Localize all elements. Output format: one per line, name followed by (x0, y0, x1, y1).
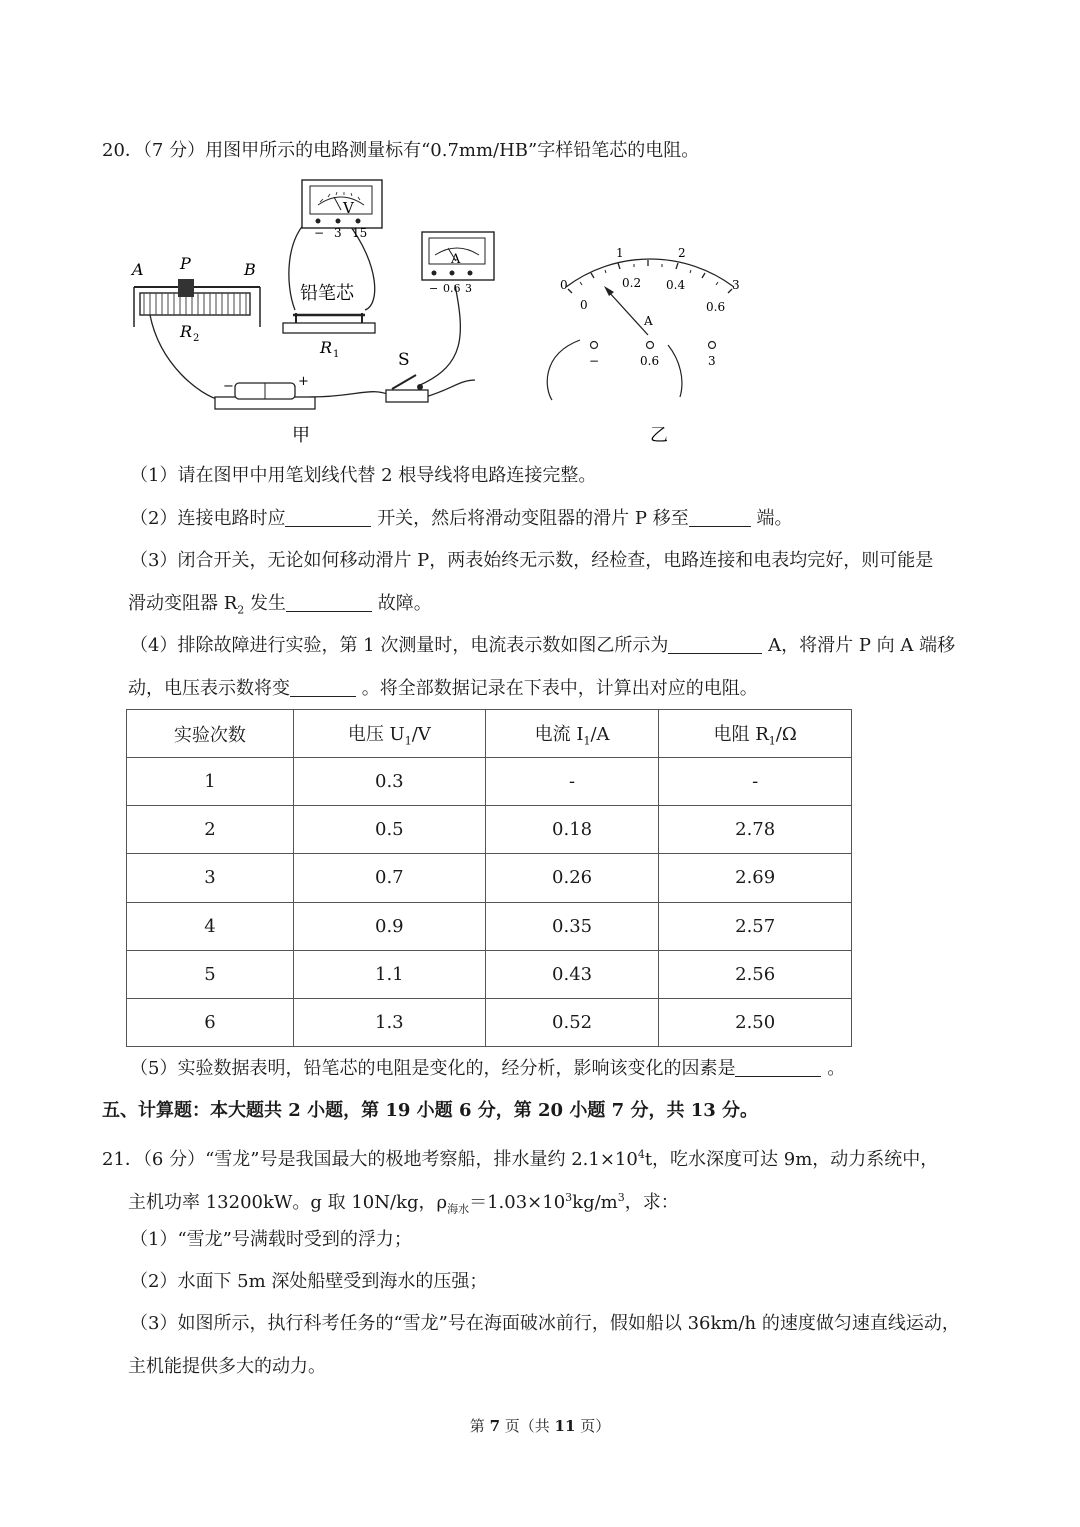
resistor-label: R (320, 338, 333, 357)
answer-blank-2a[interactable] (285, 508, 371, 527)
voltmeter-terminal-3: 3 (334, 226, 342, 240)
q21-rho-sub: 海水 (447, 1202, 470, 1216)
table-row (127, 950, 852, 998)
header-resistance-unit: /Ω (775, 723, 797, 745)
cell-resistance: 2.69 (659, 854, 852, 902)
q21-text-a: 21．（6 分）“雪龙”号是我国最大的极地考察船，排水量约 2.1×10 (102, 1149, 638, 1170)
dial-outer-2: 2 (678, 246, 686, 260)
section-five-num: 6 (458, 1100, 472, 1121)
rheostat-slider-p: P (180, 254, 191, 273)
section-five-text: 分，共 (624, 1100, 691, 1121)
ammeter-terminal-neg: − (429, 282, 439, 295)
q20-part3-text-b: 滑动变阻器 R (128, 593, 238, 614)
dial-outer-0: 0 (560, 278, 568, 292)
header-resistance-text: 电阻 R (713, 723, 769, 745)
q21-exp2: 3 (565, 1191, 573, 1204)
voltmeter (302, 180, 382, 240)
cell-trial: 3 (127, 854, 294, 902)
q20-part4-text-c: 动，电压表示数将变 (128, 678, 290, 699)
dial-terminal-3: 3 (708, 354, 716, 368)
header-current (485, 710, 659, 758)
q20-part5-text-b: 。 (827, 1058, 846, 1079)
q21-text-d: ＝1.03×10 (469, 1192, 566, 1213)
voltmeter-terminal-neg: − (314, 226, 325, 240)
q21-part3-line1: （3）如图所示，执行科考任务的“雪龙”号在海面破冰前行，假如船以 36km/h 的速度做匀速直线运动， (130, 1313, 960, 1334)
battery (215, 374, 315, 409)
section-five-text: 小题，第 (300, 1100, 386, 1121)
switch-label: S (398, 350, 410, 370)
circuit-figure (120, 175, 760, 450)
rheostat-label-sub: 2 (193, 333, 200, 344)
rheostat-end-a: A (132, 260, 144, 279)
cell-trial: 2 (127, 806, 294, 854)
q20-part4-line1 (130, 634, 955, 658)
cell-voltage: 0.9 (293, 902, 485, 950)
resistor-label-sub: 1 (333, 349, 340, 360)
footer-text: 页（共 (500, 1417, 555, 1435)
header-voltage-sub: 1 (404, 734, 412, 748)
section-five-num: 7 (611, 1100, 625, 1121)
voltmeter-terminal-15: 15 (352, 226, 368, 240)
ammeter-dial (547, 246, 739, 400)
q20-part5 (130, 1057, 845, 1081)
section-five-num: 13 (690, 1100, 716, 1121)
section-five-text: 分，第 (471, 1100, 539, 1121)
header-trial: 实验次数 (127, 710, 294, 758)
q21-part3-line2: 主机能提供多大的动力。 (128, 1356, 326, 1377)
header-current-sub: 1 (583, 734, 591, 748)
footer-page: 7 (489, 1417, 500, 1435)
section-five-text: 分。 (715, 1100, 759, 1121)
cell-resistance: 2.78 (659, 806, 852, 854)
cell-voltage: 0.7 (293, 854, 485, 902)
header-resistance-sub: 1 (768, 734, 776, 748)
q20-part1: （1）请在图甲中用笔划线代替 2 根导线将电路连接完整。 (130, 465, 597, 486)
q20-part4-text-a: （4）排除故障进行实验，第 1 次测量时，电流表示数如图乙所示为 (130, 635, 669, 656)
cell-voltage: 0.5 (293, 806, 485, 854)
q20-part4-line2 (128, 677, 758, 701)
header-voltage (293, 710, 485, 758)
section-five-heading (102, 1099, 758, 1123)
q21-line2 (128, 1186, 679, 1222)
table-row (127, 806, 852, 854)
dial-terminal-06: 0.6 (640, 354, 660, 368)
footer-text: 第 (469, 1417, 490, 1435)
q21-line1 (102, 1143, 938, 1172)
answer-blank-5[interactable] (735, 1058, 821, 1077)
pencil-lead-label: 铅笔芯 (300, 283, 354, 304)
cell-voltage: 1.3 (293, 998, 485, 1046)
q21-text-b: t，吃水深度可达 9m，动力系统中， (644, 1149, 939, 1170)
q20-part2-text-c: 端。 (756, 508, 793, 529)
dial-inner-02: 0.2 (622, 276, 642, 290)
q20-part3-text-c: 发生 (250, 593, 287, 614)
dial-outer-1: 1 (616, 246, 624, 260)
cell-current: 0.52 (485, 998, 659, 1046)
caption-yi: 乙 (650, 425, 668, 446)
q21-text-c: 主机功率 13200kW。g 取 10N/kg，ρ (128, 1192, 448, 1213)
page-footer (0, 1415, 1080, 1436)
q20-part2-text-a: （2）连接电路时应 (130, 508, 286, 529)
answer-blank-3[interactable] (286, 593, 372, 612)
dial-inner-06: 0.6 (706, 300, 726, 314)
q21-text-f: ，求： (624, 1192, 679, 1213)
dial-inner-04: 0.4 (666, 278, 686, 292)
cell-voltage: 0.3 (293, 758, 485, 806)
dial-letter: A (644, 314, 653, 328)
section-five-num: 20 (538, 1100, 564, 1121)
header-voltage-unit: /V (411, 723, 431, 745)
table-row (127, 758, 852, 806)
cell-current: 0.18 (485, 806, 659, 854)
q21-part2: （2）水面下 5m 深处船壁受到海水的压强； (130, 1271, 488, 1292)
switch (386, 350, 428, 402)
header-voltage-text: 电压 U (347, 723, 405, 745)
section-five-text: 小题 (563, 1100, 612, 1121)
table-row (127, 998, 852, 1046)
cell-trial: 4 (127, 902, 294, 950)
q20-part4-text-b: A，将滑片 P 向 A 端移 (768, 635, 956, 656)
q20-part2-text-b: 开关，然后将滑动变阻器的滑片 P 移至 (377, 508, 689, 529)
battery-minus: − (223, 379, 234, 394)
cell-resistance: - (659, 758, 852, 806)
q20-part2 (130, 507, 792, 531)
rheostat (130, 254, 260, 344)
q20-title (102, 139, 699, 163)
ammeter-letter: A (451, 252, 461, 267)
q20-title-text: 20．（7 分）用图甲所示的电路测量标有 (102, 140, 422, 161)
q20-part4-text-d: 。将全部数据记录在下表中，计算出对应的电阻。 (361, 678, 758, 699)
cell-trial: 1 (127, 758, 294, 806)
section-five-text: 五、计算题：本大题共 (102, 1100, 289, 1121)
voltmeter-letter: V (343, 199, 354, 217)
q20-part3-line2 (128, 592, 432, 623)
answer-blank-4a[interactable] (668, 635, 762, 654)
answer-blank-4b[interactable] (290, 678, 356, 697)
table-header-row (127, 710, 852, 758)
section-five-num: 19 (385, 1100, 411, 1121)
ammeter-terminal-3: 3 (465, 282, 472, 295)
q21-text-e: kg/m (572, 1192, 618, 1213)
rheostat-end-b: B (244, 260, 256, 279)
cell-resistance: 2.50 (659, 998, 852, 1046)
cell-current: - (485, 758, 659, 806)
dial-inner-0: 0 (580, 298, 588, 312)
q21-part1: （1）“雪龙”号满载时受到的浮力； (130, 1229, 412, 1250)
rheostat-label: R (180, 322, 193, 341)
section-five-num: 2 (288, 1100, 301, 1121)
data-table (126, 709, 852, 1047)
cell-current: 0.26 (485, 854, 659, 902)
cell-voltage: 1.1 (293, 950, 485, 998)
cell-current: 0.35 (485, 902, 659, 950)
cell-trial: 6 (127, 998, 294, 1046)
pencil-resistor (283, 283, 375, 360)
q21-exp: 4 (637, 1148, 645, 1161)
q20-part3-sub: 2 (237, 603, 245, 617)
q20-title-quote: “0.7mm/HB” (421, 140, 538, 161)
header-current-unit: /A (590, 723, 610, 745)
q20-part5-text-a: （5）实验数据表明，铅笔芯的电阻是变化的，经分析，影响该变化的因素是 (130, 1058, 736, 1079)
caption-jia: 甲 (292, 425, 310, 446)
cell-resistance: 2.57 (659, 902, 852, 950)
cell-trial: 5 (127, 950, 294, 998)
q20-title-end: 字样铅笔芯的电阻。 (537, 140, 700, 161)
q20-part3-line1: （3）闭合开关，无论如何移动滑片 P，两表始终无示数，经检查，电路连接和电表均完好，则可能是 (130, 550, 934, 571)
table-row (127, 854, 852, 902)
dial-outer-3: 3 (732, 278, 740, 292)
cell-current: 0.43 (485, 950, 659, 998)
q20-part3-text-d: 故障。 (377, 593, 432, 614)
cell-resistance: 2.56 (659, 950, 852, 998)
header-resistance (659, 710, 852, 758)
ammeter (422, 232, 494, 295)
section-five-text: 小题 (410, 1100, 459, 1121)
answer-blank-2b[interactable] (689, 508, 751, 527)
q21-exp3: 3 (617, 1191, 625, 1204)
battery-plus: + (298, 374, 309, 389)
ammeter-terminal-06: 0.6 (443, 282, 461, 295)
header-current-text: 电流 I (534, 723, 584, 745)
footer-total: 11 (554, 1417, 576, 1435)
footer-text: 页） (575, 1417, 611, 1435)
dial-terminal-neg: − (589, 354, 600, 368)
table-row (127, 902, 852, 950)
